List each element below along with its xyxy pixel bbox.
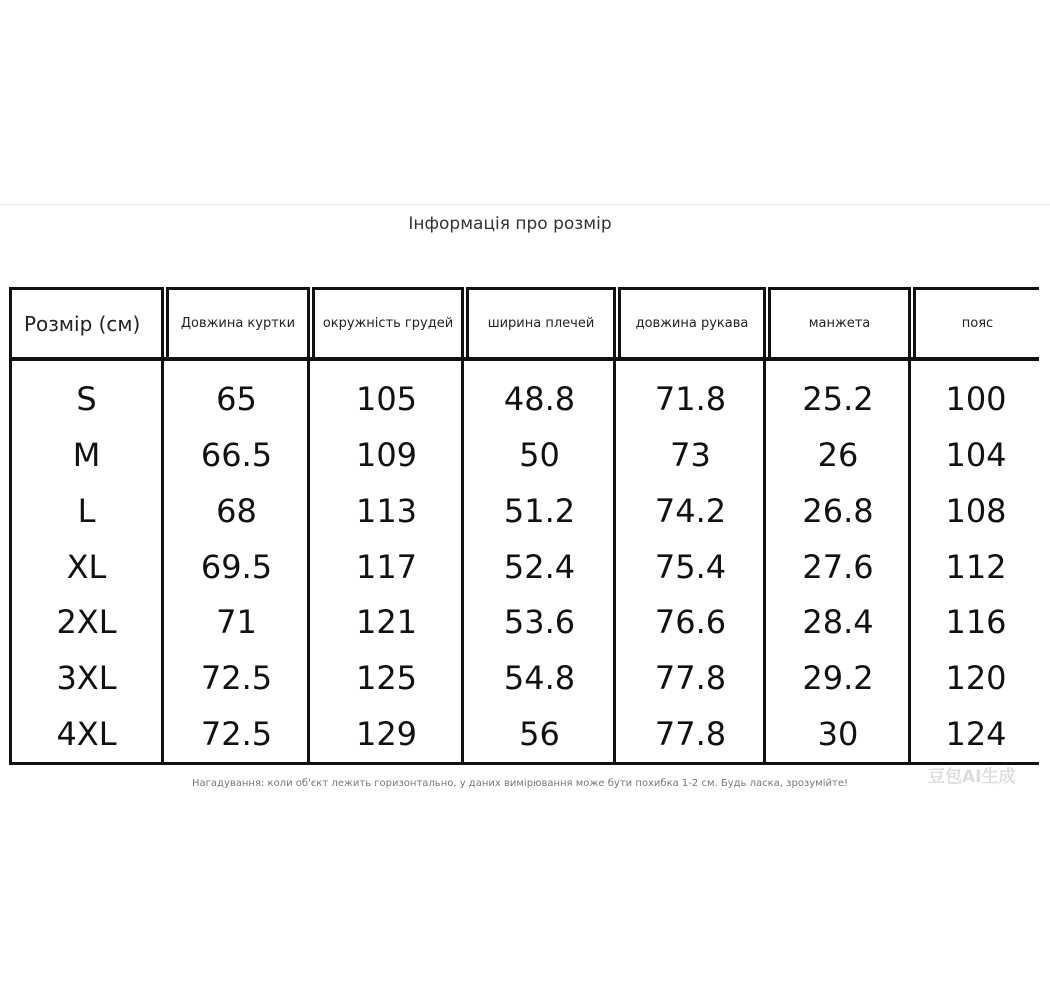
table-cell: 54.8	[503, 659, 576, 698]
table-cell: 120	[945, 659, 1007, 698]
table-cell: 104	[945, 435, 1007, 474]
table-cell: 129	[355, 715, 418, 754]
header-jacket-length: Довжина куртки	[166, 287, 310, 357]
table-cell: 121	[355, 603, 418, 642]
table-cell: 26.8	[802, 491, 874, 530]
table-cell: 72.5	[200, 715, 273, 754]
table-cell: 100	[945, 379, 1007, 418]
table-cell: 76.6	[654, 603, 727, 642]
table-cell: 125	[355, 659, 418, 698]
table-cell: S	[76, 379, 97, 418]
table-cell: 116	[945, 603, 1007, 642]
watermark-text: 豆包AI生成	[928, 767, 1016, 787]
table-cell: 3XL	[56, 659, 117, 698]
column-waist	[913, 361, 1039, 762]
table-cell: 4XL	[56, 715, 117, 754]
table-cell: 117	[355, 547, 418, 586]
table-cell: 26	[817, 435, 859, 474]
table-cell: 25.2	[802, 379, 874, 418]
column-jacket-length	[166, 361, 310, 762]
table-cell: 65	[216, 379, 257, 418]
header-cuff: манжета	[768, 287, 911, 357]
table-cell: 113	[355, 491, 418, 530]
table-cell: 51.2	[503, 491, 576, 530]
table-cell: 50	[519, 435, 560, 474]
table-cell: 74.2	[654, 491, 727, 530]
table-cell: 108	[945, 491, 1007, 530]
table-cell: 28.4	[802, 603, 874, 642]
header-shoulder: ширина плечей	[466, 287, 616, 357]
table-cell: 30	[817, 715, 859, 754]
table-cell: 77.8	[654, 715, 727, 754]
table-cell: 105	[355, 379, 418, 418]
table-cell: 29.2	[802, 659, 874, 698]
table-cell: 73	[670, 435, 711, 474]
top-divider	[0, 204, 1050, 205]
table-body	[9, 361, 1039, 765]
table-cell: 52.4	[503, 547, 576, 586]
table-cell: 2XL	[56, 603, 117, 642]
column-size	[12, 361, 164, 762]
table-cell: 27.6	[802, 547, 874, 586]
table-cell: 71.8	[654, 379, 727, 418]
header-size: Розмір (см)	[9, 287, 164, 357]
table-cell: 112	[945, 547, 1007, 586]
column-chest	[312, 361, 464, 762]
measurement-note: Нагадування: коли об'єкт лежить горизонтально, у даних вимірювання може бути похибка 1-2 см. Будь ласка, зрозумійте!	[192, 778, 848, 789]
table-cell: 77.8	[654, 659, 727, 698]
column-sleeve	[618, 361, 766, 762]
table-cell: 66.5	[200, 435, 273, 474]
table-cell: 68	[216, 491, 257, 530]
table-cell: 75.4	[654, 547, 727, 586]
size-table	[9, 287, 1039, 765]
page-title: Інформація про розмір	[408, 214, 612, 234]
table-cell: 48.8	[503, 379, 576, 418]
table-cell: 72.5	[200, 659, 273, 698]
table-cell: 109	[355, 435, 418, 474]
table-cell: 56	[519, 715, 560, 754]
header-waist: пояс	[913, 287, 1039, 357]
table-cell: 71	[216, 603, 257, 642]
table-cell: 53.6	[503, 603, 576, 642]
table-header-row	[9, 287, 1039, 361]
header-sleeve: довжина рукава	[618, 287, 766, 357]
column-shoulder	[466, 361, 616, 762]
table-cell: L	[77, 491, 96, 530]
column-cuff	[768, 361, 911, 762]
table-cell: 69.5	[200, 547, 273, 586]
table-cell: 124	[945, 715, 1007, 754]
table-cell: M	[72, 435, 101, 474]
header-chest: окружність грудей	[312, 287, 464, 357]
table-cell: XL	[66, 547, 107, 586]
